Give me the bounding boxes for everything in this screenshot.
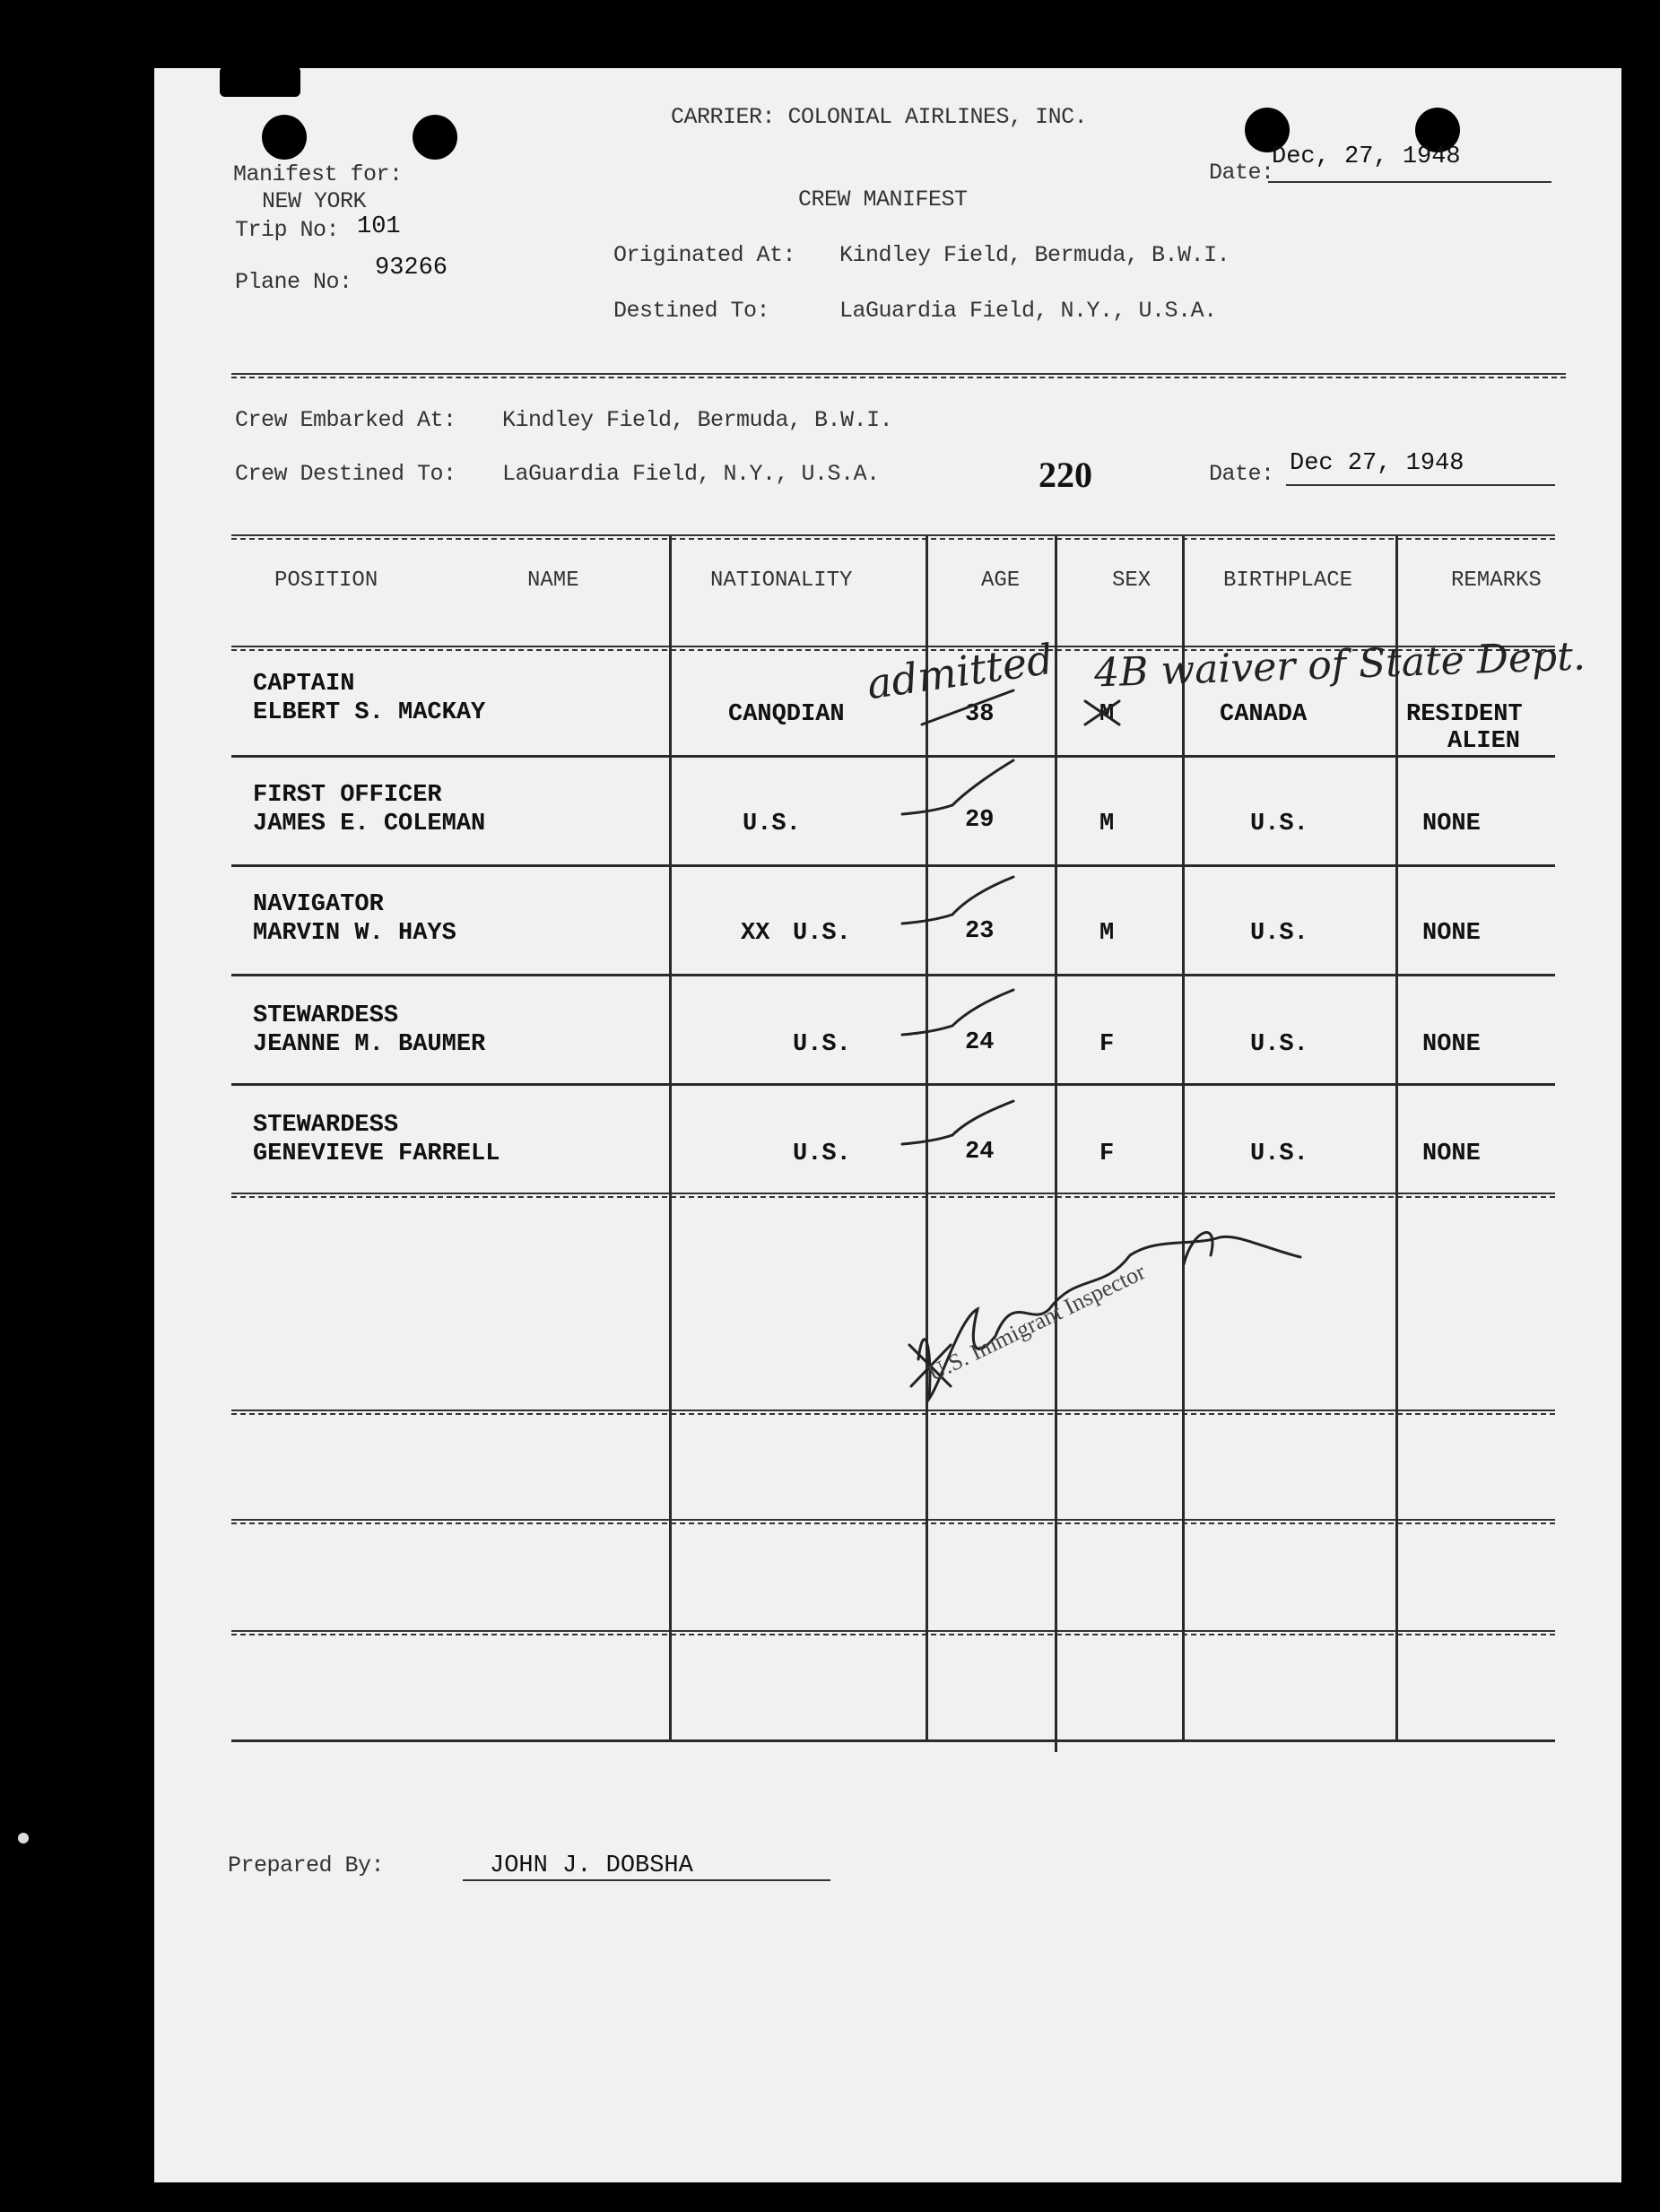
manifest-for-value: NEW YORK xyxy=(262,188,367,214)
prepared-underline xyxy=(463,1879,830,1881)
row-remarks: NONE xyxy=(1422,811,1481,837)
row-age: 24 xyxy=(965,1029,995,1056)
row-birthplace: U.S. xyxy=(1250,920,1308,947)
crew-date-value: Dec 27, 1948 xyxy=(1290,450,1464,477)
inspector-stamp: U.S. Immigrant Inspector xyxy=(924,1258,1150,1387)
row-nationality-struck: XX xyxy=(741,920,770,947)
plane-value: 93266 xyxy=(375,255,448,282)
row-name: MARVIN W. HAYS xyxy=(253,920,456,947)
row-position: CAPTAIN xyxy=(253,671,355,698)
date-value: Dec, 27, 1948 xyxy=(1272,143,1461,170)
row-birthplace: CANADA xyxy=(1220,701,1308,728)
manifest-for-label: Manifest for: xyxy=(233,161,403,187)
row-remarks: RESIDENT xyxy=(1406,701,1523,728)
row-age: 29 xyxy=(965,807,995,834)
row-name: ELBERT S. MACKAY xyxy=(253,699,486,726)
originated-value: Kindley Field, Bermuda, B.W.I. xyxy=(839,242,1230,268)
row-nationality: U.S. xyxy=(793,920,851,947)
row-remarks: NONE xyxy=(1422,1141,1481,1167)
crew-embarked-value: Kindley Field, Bermuda, B.W.I. xyxy=(502,407,893,433)
row-position: FIRST OFFICER xyxy=(253,782,442,809)
row-position: STEWARDESS xyxy=(253,1112,399,1139)
row-age: 24 xyxy=(965,1139,995,1166)
destined-label: Destined To: xyxy=(613,298,770,324)
trip-value: 101 xyxy=(357,213,401,240)
row-nationality: U.S. xyxy=(793,1031,851,1058)
carrier-line: CARRIER: COLONIAL AIRLINES, INC. xyxy=(671,104,1088,130)
trip-label: Trip No: xyxy=(235,217,340,243)
row-sex: M xyxy=(1099,701,1115,728)
row-sex: M xyxy=(1099,920,1115,947)
destined-value: LaGuardia Field, N.Y., U.S.A. xyxy=(839,298,1217,324)
col-header-name: NAME xyxy=(527,568,579,593)
row-birthplace: U.S. xyxy=(1250,1031,1308,1058)
date-label: Date: xyxy=(1209,160,1274,186)
col-header-position: POSITION xyxy=(274,568,378,593)
crew-destined-value: LaGuardia Field, N.Y., U.S.A. xyxy=(502,461,880,487)
row-birthplace: U.S. xyxy=(1250,811,1308,837)
crew-number: 220 xyxy=(1039,455,1092,495)
crew-embarked-label: Crew Embarked At: xyxy=(235,407,456,433)
row-sex: F xyxy=(1099,1031,1115,1058)
col-header-birthplace: BIRTHPLACE xyxy=(1223,568,1353,593)
row-age: 23 xyxy=(965,918,995,945)
row-name: GENEVIEVE FARRELL xyxy=(253,1141,500,1167)
row-position: STEWARDESS xyxy=(253,1002,399,1029)
row-nationality: U.S. xyxy=(793,1141,851,1167)
row-age: 38 xyxy=(965,701,995,728)
originated-label: Originated At: xyxy=(613,242,796,268)
col-header-sex: SEX xyxy=(1112,568,1152,593)
crew-destined-label: Crew Destined To: xyxy=(235,461,456,487)
row-nationality: CANQDIAN xyxy=(728,701,845,728)
row-remarks: NONE xyxy=(1422,1031,1481,1058)
row-birthplace: U.S. xyxy=(1250,1141,1308,1167)
waiver-annotation: 4B waiver of State Dept. xyxy=(1093,633,1586,697)
row-sex: M xyxy=(1099,811,1115,837)
row-sex: F xyxy=(1099,1141,1115,1167)
admitted-annotation: admitted xyxy=(864,634,1056,709)
row-position: NAVIGATOR xyxy=(253,891,384,918)
row-remarks: NONE xyxy=(1422,920,1481,947)
row-name: JEANNE M. BAUMER xyxy=(253,1031,486,1058)
col-header-age: AGE xyxy=(981,568,1021,593)
row-remarks-line2: ALIEN xyxy=(1447,728,1521,755)
page-title: CREW MANIFEST xyxy=(798,187,968,213)
prepared-label: Prepared By: xyxy=(228,1852,385,1878)
crew-date-label: Date: xyxy=(1209,461,1274,487)
plane-label: Plane No: xyxy=(235,269,352,295)
prepared-value: JOHN J. DOBSHA xyxy=(490,1852,693,1879)
row-name: JAMES E. COLEMAN xyxy=(253,811,486,837)
row-nationality: U.S. xyxy=(743,811,801,837)
col-header-nationality: NATIONALITY xyxy=(710,568,853,593)
col-header-remarks: REMARKS xyxy=(1451,568,1542,593)
